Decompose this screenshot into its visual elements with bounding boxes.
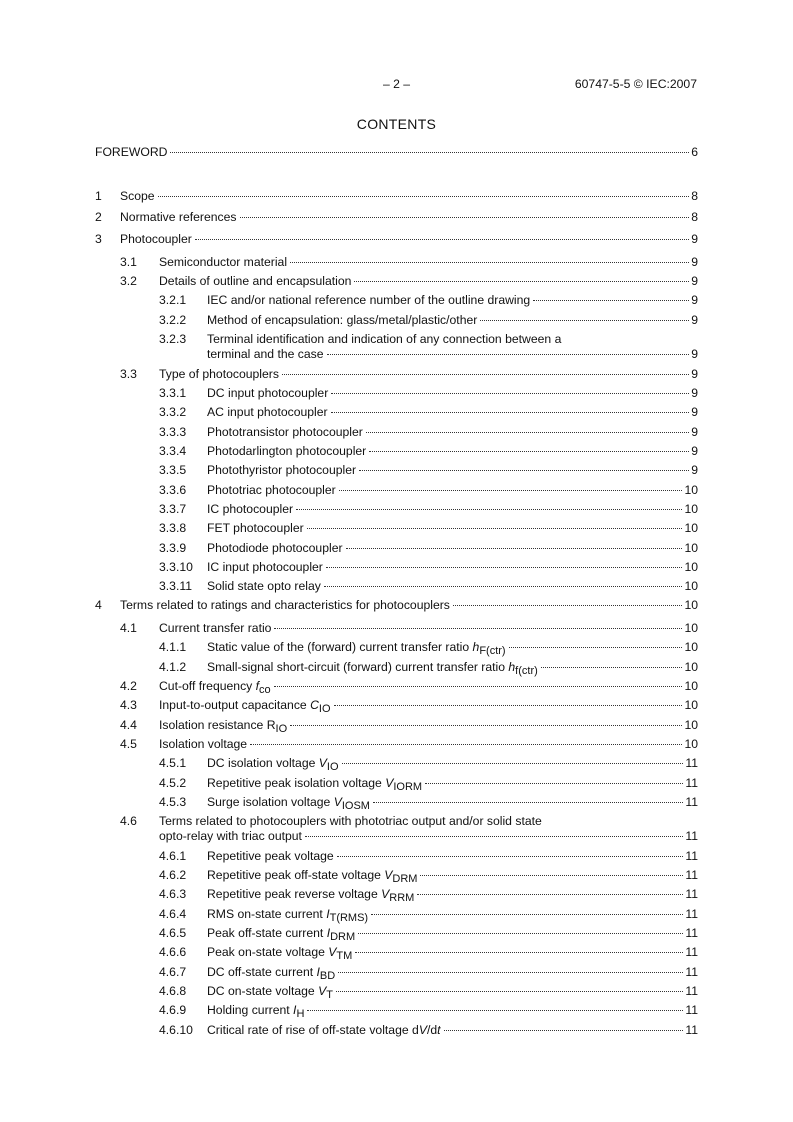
toc-section-number: 4.1.2 [159,660,187,674]
dot-leader [240,216,690,218]
dot-leader [346,547,683,549]
toc-entry-title [207,1023,442,1037]
toc-entry-title: Terminal identification and indication of any connection between a [207,332,562,346]
toc-entry[interactable] [95,232,698,250]
dot-leader [453,604,683,606]
dot-leader [373,801,683,803]
toc-entry-title-text: Isolation voltage [159,737,248,751]
toc-entry-title-text: Phototransistor photocoupler [207,425,363,439]
dot-leader [307,1009,683,1011]
toc-entry-symbol: V [318,984,327,998]
toc-page-number: 10 [684,698,698,712]
toc-section-number: 4.6.5 [159,926,187,940]
toc-section-number: 4.5.2 [159,776,187,790]
toc-entry[interactable] [95,483,698,501]
toc-entry[interactable] [95,737,698,755]
toc-entry-title [207,887,415,904]
toc-entry-title-text: Peak off-state current [207,926,327,940]
dot-leader [334,704,683,706]
toc-page-number: 9 [691,255,698,269]
toc-entry-title: Terms related to photocouplers with phototriac output and/or solid state [159,814,542,828]
toc-section-number: 3.3.10 [159,560,193,574]
toc-entry[interactable] [95,814,698,843]
dot-leader [250,743,682,745]
toc-section-number: 4.5.3 [159,795,187,809]
toc-page-number: 11 [685,1003,698,1017]
toc-entry-title [207,560,324,574]
toc-entry-symbol: I [293,1003,297,1017]
toc-entry-symbol: V [418,1023,427,1037]
dot-leader [359,469,689,471]
dot-leader [274,685,683,687]
dot-leader [307,527,683,529]
toc-page-number: 10 [684,598,698,612]
toc-entry-title [207,521,305,535]
toc-entry-title-text: Normative references [120,210,237,224]
toc-page-number: 10 [684,541,698,555]
toc-entry-title-text: Type of photocouplers [159,367,279,381]
toc-entry-title-text: IC photocoupler [207,502,294,516]
toc-entry-title [207,907,369,924]
toc-entry-title [159,621,272,635]
toc-entry-title-text: Isolation resistance R [159,718,276,732]
toc-entry-title [120,232,193,246]
dot-leader [371,913,683,915]
toc-page-number: 9 [691,425,698,439]
toc-page-number: 9 [691,405,698,419]
toc-page-number: 11 [685,795,698,809]
page-header-number: – 2 – [382,77,411,91]
dot-leader [369,450,689,452]
toc-entry[interactable] [95,621,698,639]
toc-section-number: 3.3 [120,367,137,381]
toc-entry[interactable] [95,255,698,273]
dot-leader [480,319,689,321]
toc-entry-title-text: Current transfer ratio [159,621,272,635]
toc-entry-title [207,965,336,982]
toc-section-number: 4.6.10 [159,1023,193,1037]
toc-entry[interactable] [95,560,698,578]
toc-entry-title-text: Repetitive peak voltage [207,849,334,863]
toc-entry[interactable] [95,189,698,207]
toc-section-number: 4.5.1 [159,756,187,770]
toc-section-number: 4.6.2 [159,868,187,882]
toc-entry-symbol: I [326,907,330,921]
toc-entry-title [207,984,334,1001]
toc-entry-title-text: Photocoupler [120,232,192,246]
toc-entry-title-continued: opto-relay with triac output [159,829,302,843]
toc-entry-symbol: V [318,756,327,770]
toc-page-number: 9 [691,347,698,361]
toc-entry-title-text: IC input photocoupler [207,560,323,574]
toc-entry[interactable] [95,293,698,311]
toc-section-number: 4.6.4 [159,907,187,921]
toc-section-number: 3.2.1 [159,293,187,307]
toc-entry-subscript: RRM [389,892,415,904]
dot-leader [331,392,689,394]
toc-entry-title [159,367,280,381]
toc-page-number: 10 [684,679,698,693]
dot-leader [338,971,683,973]
toc-section-number: 4.6 [120,814,137,828]
toc-section-number: 4.6.3 [159,887,187,901]
toc-entry-symbol: h [472,640,480,654]
toc-page-number: 11 [685,926,698,940]
dot-leader [339,489,683,491]
toc-section-number: 3.3.1 [159,386,187,400]
toc-page-number: 11 [685,907,698,921]
toc-entry-title-text: Holding current [207,1003,294,1017]
dot-leader [533,299,689,301]
toc-entry-symbol: V [381,887,390,901]
toc-entry-title-text: Solid state opto relay [207,579,321,593]
toc-entry[interactable] [95,210,698,228]
toc-entry[interactable] [95,660,698,678]
toc-section-number: 4.1.1 [159,640,187,654]
toc-entry-title-text: Repetitive peak isolation voltage [207,776,386,790]
dot-leader [342,762,684,764]
dot-leader [366,431,689,433]
toc-section-number: 4.6.8 [159,984,187,998]
toc-entry-subscript: IO [318,703,331,715]
toc-entry-title-text: RMS on-state current [207,907,327,921]
toc-entry-title-text: FET photocoupler [207,521,304,535]
toc-page-number: 9 [691,293,698,307]
toc-entry[interactable] [95,367,698,385]
toc-entry[interactable] [95,502,698,520]
toc-entry-title-text: DC input photocoupler [207,386,329,400]
toc-entry-symbol: f [255,679,260,693]
dot-leader [158,195,690,197]
toc-page-number: 10 [684,521,698,535]
toc-entry-title [207,926,356,943]
toc-entry-title-text: Semiconductor material [159,255,288,269]
dot-leader [327,353,690,355]
toc-entry[interactable] [95,984,698,1002]
dot-leader [337,855,684,857]
toc-entry-title [207,579,322,593]
toc-entry-title [207,425,364,439]
toc-entry-title [207,405,329,419]
toc-entry-title [159,255,288,269]
toc-entry[interactable] [95,849,698,867]
dot-leader [425,782,683,784]
toc-entry[interactable] [95,907,698,925]
toc-section-number: 3.2.2 [159,313,187,327]
toc-entry[interactable] [95,776,698,794]
document-reference: 60747-5-5 © IEC:2007 [574,77,697,91]
toc-entry[interactable] [95,1003,698,1021]
toc-entry-title-text: Phototriac photocoupler [207,483,336,497]
toc-entry-subscript: T [326,989,333,1001]
toc-entry-subscript: DRM [330,931,356,943]
toc-entry[interactable] [95,145,698,163]
dot-leader [417,893,683,895]
toc-section-number: 3.3.7 [159,502,187,516]
toc-entry-title [207,1003,305,1020]
toc-entry[interactable] [95,463,698,481]
toc-entry-title-text: DC on-state voltage [207,984,319,998]
toc-entry-title-text: Repetitive peak reverse voltage [207,887,382,901]
toc-section-number: 1 [95,189,102,203]
toc-section-number: 4.4 [120,718,137,732]
toc-entry-title-text: DC isolation voltage [207,756,319,770]
toc-page-number: 10 [684,502,698,516]
toc-entry-subscript: DRM [392,873,418,885]
toc-entry[interactable] [95,1023,698,1041]
toc-page-number: 11 [685,776,698,790]
toc-entry[interactable] [95,425,698,443]
toc-section-number: 3.3.4 [159,444,187,458]
toc-entry-title [207,795,371,812]
toc-entry-title-text: Method of encapsulation: glass/metal/plastic/other [207,313,478,327]
toc-entry[interactable] [95,579,698,597]
toc-entry-symbol: h [508,660,516,674]
toc-entry-title [120,189,156,203]
toc-entry-subscript: IO [275,723,288,735]
toc-entry-title [159,679,272,696]
toc-section-number: 2 [95,210,102,224]
toc-page-number: 6 [691,145,698,159]
dot-leader [355,951,683,953]
toc-page-number: 11 [685,849,698,863]
toc-page-number: 9 [691,386,698,400]
toc-section-number: 4.6.1 [159,849,187,863]
toc-entry-symbol: V [385,776,394,790]
toc-entry-subscript: co [259,684,271,696]
toc-entry-title [207,776,423,793]
toc-entry[interactable] [95,868,698,886]
toc-entry-title [159,698,332,715]
toc-entry-symbol: V [384,868,393,882]
toc-entry[interactable] [95,718,698,736]
toc-entry-subscript: TM [336,950,353,962]
toc-section-number: 4.6.7 [159,965,187,979]
toc-entry-title-text: Static value of the (forward) current transfer ratio [207,640,473,654]
toc-page-number: 9 [691,274,698,288]
toc-section-number: 3.2 [120,274,137,288]
dot-leader [290,261,689,263]
dot-leader [170,151,689,153]
toc-entry-subscript: F(ctr) [479,645,506,657]
toc-entry[interactable] [95,698,698,716]
toc-entry-symbol: C [310,698,319,712]
toc-section-number: 3.3.6 [159,483,187,497]
toc-section-number: 4.6.6 [159,945,187,959]
toc-page-number: 10 [684,483,698,497]
dot-leader [509,646,683,648]
toc-entry-title [120,210,238,224]
toc-entry-subscript: BD [319,970,336,982]
toc-entry-title [207,756,340,773]
toc-section-number: 3.3.3 [159,425,187,439]
dot-leader [541,666,683,668]
toc-entry-title [207,945,353,962]
toc-entry-title-tail: /d [426,1023,438,1037]
toc-entry-title [159,718,288,735]
toc-entry-symbol: t [437,1023,441,1037]
dot-leader [324,585,683,587]
toc-entry[interactable] [95,965,698,983]
toc-page-number: 11 [685,829,698,843]
toc-entry-title-text: Details of outline and encapsulation [159,274,352,288]
toc-entry[interactable] [95,541,698,559]
toc-entry-title-text: Photothyristor photocoupler [207,463,357,477]
toc-section-number: 4.5 [120,737,137,751]
toc-page-number: 10 [684,621,698,635]
toc-entry-title-text: AC input photocoupler [207,405,328,419]
toc-section-number: 3.3.2 [159,405,187,419]
toc-entry[interactable] [95,274,698,292]
toc-entry-title-text: DC off-state current [207,965,317,979]
toc-entry[interactable] [95,679,698,697]
toc-section-number: 3.1 [120,255,137,269]
toc-entry-title [207,444,367,458]
toc-page-number: 8 [691,210,698,224]
toc-page-number: 11 [685,945,698,959]
toc-entry-symbol: I [316,965,320,979]
toc-entry[interactable] [95,926,698,944]
toc-page-number: 9 [691,444,698,458]
toc-entry-subscript: IO [326,761,339,773]
dot-leader [420,874,683,876]
dot-leader [326,566,683,568]
toc-entry-title-text: Critical rate of rise of off-state voltage d [207,1023,419,1037]
toc-section-number: 4.3 [120,698,137,712]
toc-entry-title-text: Input-to-output capacitance [159,698,311,712]
toc-page-number: 11 [685,868,698,882]
dot-leader [282,373,689,375]
dot-leader [305,835,683,837]
toc-entry-title [207,483,337,497]
toc-page-number: 11 [685,887,698,901]
toc-page-number: 10 [684,737,698,751]
toc-entry[interactable] [95,405,698,423]
toc-entry[interactable] [95,386,698,404]
toc-page-number: 9 [691,463,698,477]
toc-entry-symbol: V [328,945,337,959]
toc-entry-subscript: f(ctr) [515,665,538,677]
toc-entry-title-text: Small-signal short-circuit (forward) current transfer ratio [207,660,509,674]
toc-entry-title [95,145,168,159]
toc-page-number: 10 [684,660,698,674]
toc-entry-subscript: H [296,1008,305,1020]
toc-entry-title [207,640,507,657]
toc-section-number: 3.3.11 [159,579,192,593]
dot-leader [336,990,683,992]
toc-entry-title [207,849,335,863]
toc-entry-title-text: Scope [120,189,155,203]
toc-entry-title-continued: terminal and the case [207,347,324,361]
toc-page-number: 9 [691,313,698,327]
dot-leader [195,238,689,240]
dot-leader [358,932,683,934]
toc-entry[interactable] [95,313,698,331]
toc-entry[interactable] [95,521,698,539]
toc-entry-title [159,737,248,751]
toc-entry-title [207,868,418,885]
toc-section-number: 3.3.8 [159,521,187,535]
toc-entry[interactable] [95,444,698,462]
toc-entry-title-text: FOREWORD [95,145,168,159]
toc-section-number: 3.3.5 [159,463,187,477]
toc-section-number: 3.3.9 [159,541,187,555]
toc-section-number: 4.2 [120,679,137,693]
toc-page-number: 10 [684,640,698,654]
toc-page-number: 9 [691,232,698,246]
toc-page-number: 10 [684,718,698,732]
dot-leader [354,280,689,282]
toc-page-number: 11 [685,965,698,979]
toc-entry-title [120,598,451,612]
toc-entry-title [207,293,531,307]
toc-entry[interactable] [95,945,698,963]
toc-entry-title-text: IEC and/or national reference number of the outline drawing [207,293,531,307]
toc-entry[interactable] [95,795,698,813]
toc-entry-title-text: Peak on-state voltage [207,945,329,959]
dot-leader [274,627,682,629]
toc-entry-title [207,502,294,516]
toc-entry-title-text: Repetitive peak off-state voltage [207,868,385,882]
toc-entry-title-text: Cut-off frequency [159,679,256,693]
toc-entry-title [207,463,357,477]
toc-entry-symbol: I [326,926,331,940]
toc-entry-title [207,313,478,327]
toc-section-number: 4.1 [120,621,137,635]
toc-entry-title-text: Photodiode photocoupler [207,541,343,555]
toc-page-number: 8 [691,189,698,203]
dot-leader [296,508,682,510]
dot-leader [331,411,690,413]
toc-entry[interactable] [95,756,698,774]
toc-entry-title-text: Surge isolation voltage [207,795,334,809]
toc-entry-title-text: Photodarlington photocoupler [207,444,367,458]
page-title: CONTENTS [356,116,437,132]
toc-entry[interactable] [95,332,698,361]
toc-page-number: 10 [684,560,698,574]
toc-page-number: 9 [691,367,698,381]
toc-page-number: 11 [685,1023,698,1037]
toc-page-number: 11 [685,756,698,770]
toc-page-number: 11 [685,984,698,998]
toc-entry-title [207,541,344,555]
dot-leader [444,1029,684,1031]
toc-section-number: 3.2.3 [159,332,187,346]
toc-section-number: 3 [95,232,102,246]
toc-entry[interactable] [95,887,698,905]
toc-entry-title-text: Terms related to ratings and characteristics for photocouplers [120,598,450,612]
toc-entry-title [207,386,329,400]
toc-section-number: 4 [95,598,102,612]
toc-entry-subscript: T(RMS) [329,912,369,924]
toc-entry-title [159,274,352,288]
toc-entry[interactable] [95,640,698,658]
toc-section-number: 4.6.9 [159,1003,187,1017]
toc-entry-subscript: IORM [393,781,423,793]
toc-page-number: 10 [684,579,698,593]
toc-entry[interactable] [95,598,698,616]
toc-entry-title [207,660,539,677]
dot-leader [290,724,682,726]
toc-entry-symbol: V [333,795,342,809]
toc-entry-subscript: IOSM [341,800,370,812]
